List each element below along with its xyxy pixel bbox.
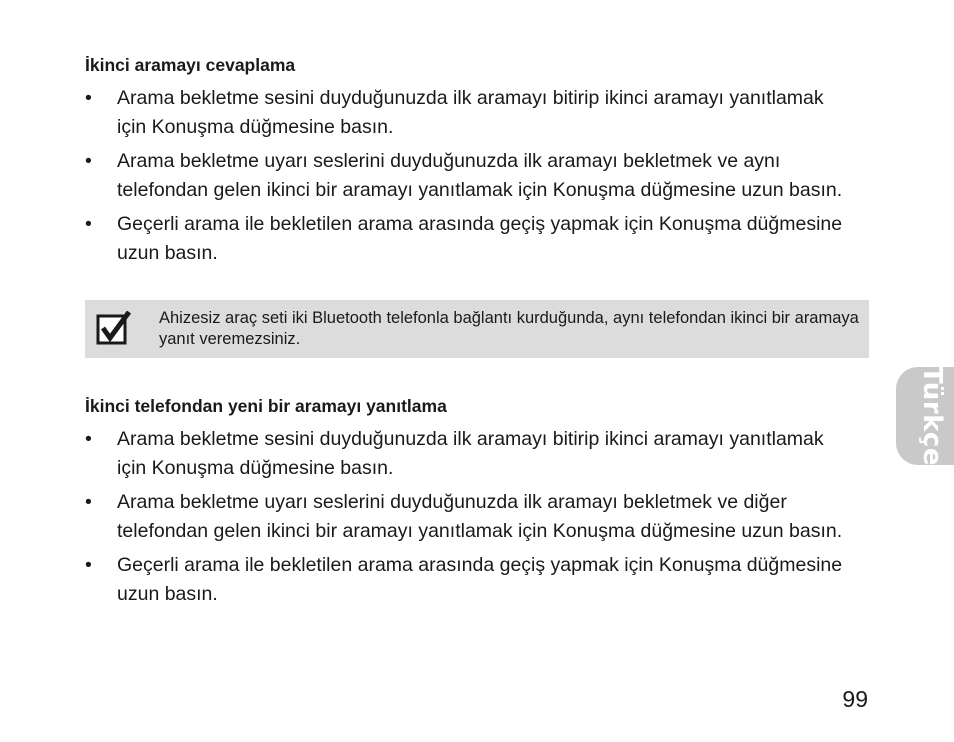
list-item-text: Geçerli arama ile bekletilen arama arasında geçiş yapmak için Konuşma düğmesine uzun basın.	[117, 554, 843, 605]
list-item-text: Arama bekletme sesini duyduğunuzda ilk aramayı bitirip ikinci aramayı yanıtlamak için Konuşma düğmesine basın.	[117, 87, 824, 138]
bullet-dot: •	[85, 428, 92, 450]
page-number: 99	[842, 686, 868, 712]
bullet-dot: •	[85, 554, 92, 576]
list-item-text: Geçerli arama ile bekletilen arama arasında geçiş yapmak için Konuşma düğmesine uzun basın.	[117, 213, 843, 264]
bullet-dot: •	[85, 87, 92, 109]
checkbox-check-icon	[96, 311, 132, 347]
list-item	[85, 84, 855, 142]
list-item-text: Arama bekletme uyarı seslerini duyduğunuzda ilk aramayı bekletmek ve aynı telefondan gelen ikinci bir aramayı yanıtlamak için Konuşma düğmesine uzun basın.	[117, 150, 843, 201]
bullet-list-section2	[85, 425, 855, 614]
list-item	[85, 147, 855, 205]
list-item	[85, 551, 855, 609]
list-item	[85, 488, 855, 546]
note-box	[85, 300, 869, 358]
bullet-dot: •	[85, 213, 92, 235]
list-item	[85, 425, 855, 483]
language-tab-label: Türkçe	[917, 366, 947, 466]
language-side-tab	[896, 367, 954, 465]
section-title-answer-second-call: İkinci aramayı cevaplama	[85, 55, 296, 75]
bullet-list-section1	[85, 84, 855, 273]
section-title-answer-other-phone: İkinci telefondan yeni bir aramayı yanıtlama	[85, 396, 447, 416]
list-item	[85, 210, 855, 268]
list-item-text: Arama bekletme sesini duyduğunuzda ilk aramayı bitirip ikinci aramayı yanıtlamak için Konuşma düğmesine basın.	[117, 428, 824, 479]
bullet-dot: •	[85, 491, 92, 513]
note-text: Ahizesiz araç seti iki Bluetooth telefonla bağlantı kurduğunda, aynı telefondan ikinci bir aramaya yanıt veremezsiniz.	[159, 309, 859, 348]
list-item-text: Arama bekletme uyarı seslerini duyduğunuzda ilk aramayı bekletmek ve diğer telefondan gelen ikinci bir aramayı yanıtlamak için Konuşma düğmesine uzun basın.	[117, 491, 843, 542]
bullet-dot: •	[85, 150, 92, 172]
